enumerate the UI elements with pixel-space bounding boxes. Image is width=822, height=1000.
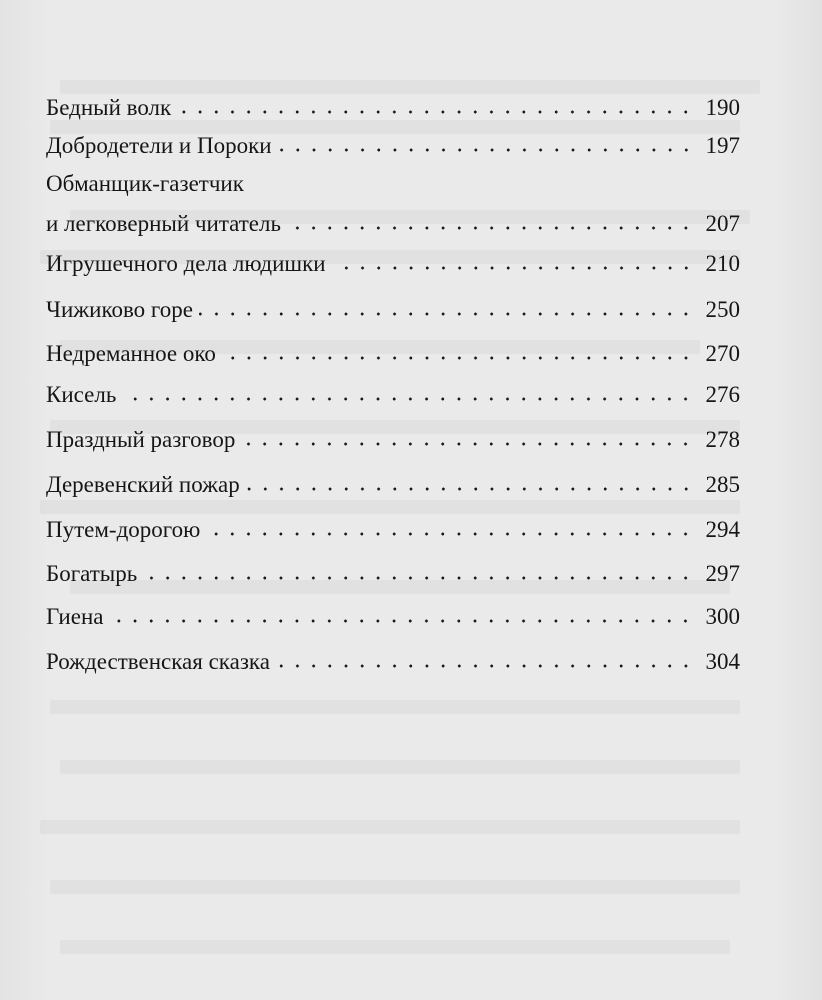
toc-entry: [46, 420, 740, 454]
toc-entry-page: 285: [705, 472, 740, 497]
toc-entry: [46, 375, 740, 409]
dot-leader: [332, 265, 694, 271]
toc-entry: [46, 290, 740, 324]
toc-entry-title: Гиена: [46, 604, 104, 629]
toc-entry-title: Добродетели и Пороки: [46, 133, 272, 158]
toc-entry-page: 250: [705, 297, 740, 322]
toc-entry-title: Праздный разговор: [46, 427, 236, 452]
toc-entry-page: 270: [705, 341, 740, 366]
toc-entry-title: и легковерный читатель: [46, 211, 281, 236]
toc-entry: [46, 597, 740, 631]
toc-entry: [46, 554, 740, 588]
dot-leader: [222, 355, 694, 361]
toc-entry: [46, 88, 740, 122]
dot-leader: [278, 147, 694, 153]
toc-entry-page: 207: [705, 211, 740, 236]
dot-leader: [287, 225, 694, 231]
toc-entry: [46, 244, 740, 278]
toc-entry: [46, 510, 740, 544]
toc-entry-page: 190: [705, 95, 740, 120]
toc-entry: [46, 642, 740, 676]
dot-leader: [246, 486, 694, 492]
toc-entry-title: Деревенский пожар: [46, 472, 240, 497]
toc-entry-title: Недреманное око: [46, 341, 216, 366]
toc-entry-page: 304: [705, 649, 740, 674]
toc-entry-title: Чижиково горе: [46, 297, 193, 322]
dot-leader: [241, 441, 694, 447]
toc-entry-page: 197: [705, 133, 740, 158]
toc-entry-page: 294: [705, 517, 740, 542]
toc-entry-title: Кисель: [46, 382, 117, 407]
toc-entry-page: 276: [705, 382, 740, 407]
dot-leader: [206, 531, 694, 537]
toc-entry-page: 210: [705, 251, 740, 276]
toc-entry: [46, 204, 740, 238]
dot-leader: [109, 618, 694, 624]
toc-entry-title: Игрушечного дела людишки: [46, 251, 326, 276]
toc-entry-title-line1: Обманщик-газетчик: [46, 171, 244, 196]
dot-leader: [177, 109, 694, 115]
toc-entry-title: Богатырь: [46, 561, 138, 586]
toc-entry: [46, 126, 740, 160]
toc-entry-title: Путем-дорогою: [46, 517, 201, 542]
dot-leader: [143, 575, 694, 581]
dot-leader: [199, 311, 694, 317]
toc-entry-page: 300: [705, 604, 740, 629]
toc-entry-title: Рождественская сказка: [46, 649, 270, 674]
toc-entry-page: 297: [705, 561, 740, 586]
toc-entry: [46, 334, 740, 368]
toc-entry-title: Бедный волк: [46, 95, 172, 120]
dot-leader: [276, 663, 694, 669]
dot-leader: [122, 396, 694, 402]
toc-entry: [46, 465, 740, 499]
toc-entry-page: 278: [705, 427, 740, 452]
